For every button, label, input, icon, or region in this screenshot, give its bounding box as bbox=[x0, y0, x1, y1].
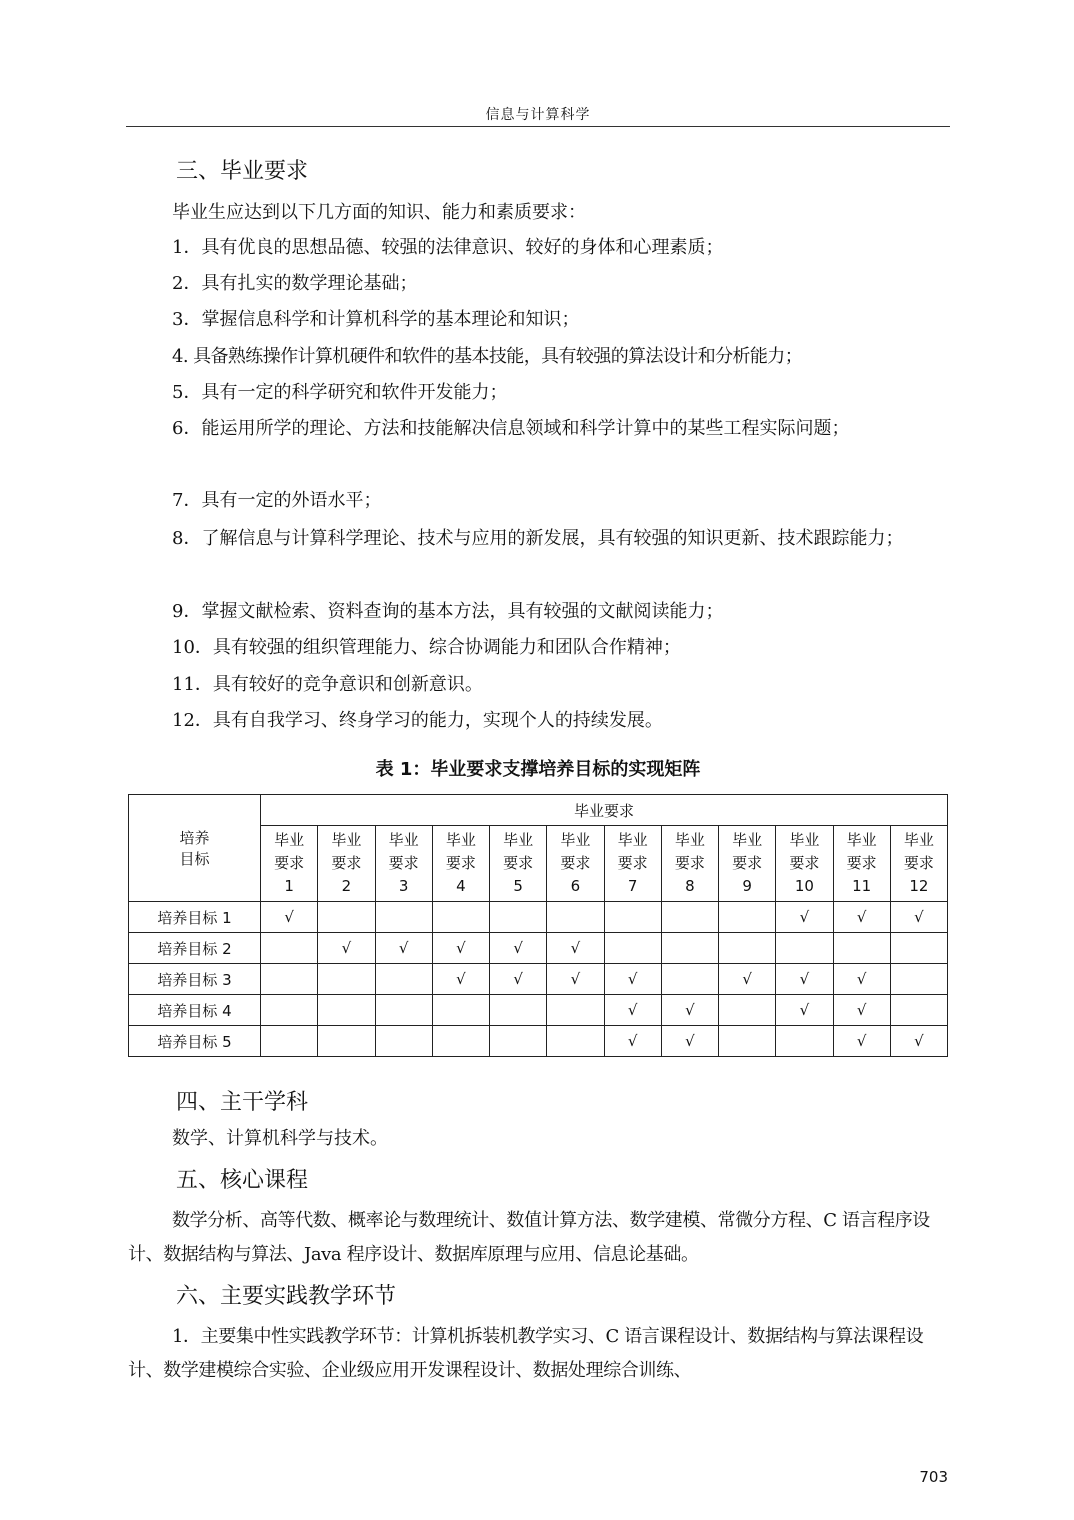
table-row bbox=[129, 995, 948, 1026]
empty-cell bbox=[432, 1026, 489, 1057]
requirement-11: 11．具有较好的竞争意识和创新意识。 bbox=[172, 674, 483, 695]
requirement-header-10 bbox=[776, 826, 833, 902]
empty-cell bbox=[547, 902, 604, 933]
empty-cell bbox=[490, 995, 547, 1026]
empty-cell bbox=[661, 902, 718, 933]
requirement-header-4 bbox=[432, 826, 489, 902]
check-mark-cell: √ bbox=[490, 933, 547, 964]
requirement-number: 9 bbox=[742, 877, 752, 895]
requirement-number: 6 bbox=[570, 877, 581, 895]
section-4-heading: 四、主干学科 bbox=[176, 1090, 309, 1115]
empty-cell bbox=[661, 964, 718, 995]
empty-cell bbox=[890, 964, 947, 995]
requirement-2: 2．具有扎实的数学理论基础； bbox=[172, 273, 418, 294]
empty-cell bbox=[375, 964, 432, 995]
sec4-text: 数学、计算机科学与技术。 bbox=[172, 1128, 388, 1149]
requirement-header-text: 毕业 bbox=[503, 831, 534, 849]
requirement-header-6 bbox=[547, 826, 604, 902]
check-mark-cell: √ bbox=[547, 964, 604, 995]
requirement-header-text: 要求 bbox=[503, 854, 534, 872]
requirement-header-5 bbox=[490, 826, 547, 902]
requirement-number: 11 bbox=[852, 877, 872, 895]
check-mark-cell: √ bbox=[833, 902, 890, 933]
requirement-header-12 bbox=[890, 826, 947, 902]
check-mark-cell: √ bbox=[661, 995, 718, 1026]
row-label: 培养目标 3 bbox=[129, 964, 261, 995]
requirement-header-text: 要求 bbox=[560, 854, 591, 872]
requirement-header-text: 毕业 bbox=[274, 831, 305, 849]
check-mark-cell: √ bbox=[547, 933, 604, 964]
table-row bbox=[129, 933, 948, 964]
table-caption: 表 1：毕业要求支撑培养目标的实现矩阵 bbox=[375, 759, 701, 780]
requirement-header-text: 要求 bbox=[274, 854, 305, 872]
empty-cell bbox=[776, 1026, 833, 1057]
empty-cell bbox=[490, 1026, 547, 1057]
empty-cell bbox=[318, 964, 375, 995]
check-mark-cell: √ bbox=[833, 995, 890, 1026]
requirement-header-text: 要求 bbox=[617, 854, 648, 872]
requirement-header-text: 毕业 bbox=[846, 831, 877, 849]
requirement-header-text: 要求 bbox=[732, 854, 763, 872]
check-mark-cell: √ bbox=[604, 995, 661, 1026]
empty-cell bbox=[490, 902, 547, 933]
requirement-header-3 bbox=[375, 826, 432, 902]
requirement-header-text: 要求 bbox=[903, 854, 934, 872]
check-mark-cell: √ bbox=[432, 964, 489, 995]
empty-cell bbox=[890, 933, 947, 964]
requirement-header-text: 毕业 bbox=[732, 831, 763, 849]
check-mark-cell: √ bbox=[432, 933, 489, 964]
check-mark-cell: √ bbox=[776, 995, 833, 1026]
requirement-number: 4 bbox=[456, 877, 466, 895]
empty-cell bbox=[719, 1026, 776, 1057]
requirement-header-text: 毕业 bbox=[560, 831, 591, 849]
requirement-header-text: 毕业 bbox=[903, 831, 934, 849]
empty-cell bbox=[776, 933, 833, 964]
empty-cell bbox=[719, 995, 776, 1026]
empty-cell bbox=[833, 933, 890, 964]
requirement-header-8 bbox=[661, 826, 718, 902]
table-row bbox=[129, 902, 948, 933]
row-label: 培养目标 4 bbox=[129, 995, 261, 1026]
requirement-5: 5．具有一定的科学研究和软件开发能力； bbox=[172, 382, 508, 403]
page-number: 703 bbox=[919, 1468, 948, 1486]
requirement-header-text: 毕业 bbox=[388, 831, 419, 849]
check-mark-cell: √ bbox=[833, 1026, 890, 1057]
requirement-number: 2 bbox=[341, 877, 352, 895]
requirement-header-text: 毕业 bbox=[789, 831, 820, 849]
section-5-heading: 五、核心课程 bbox=[176, 1168, 309, 1193]
check-mark-cell: √ bbox=[604, 1026, 661, 1057]
corner-line-1: 培养 bbox=[179, 829, 210, 847]
requirement-number: 10 bbox=[794, 877, 814, 895]
empty-cell bbox=[375, 1026, 432, 1057]
empty-cell bbox=[375, 902, 432, 933]
empty-cell bbox=[719, 902, 776, 933]
check-mark-cell: √ bbox=[776, 964, 833, 995]
empty-cell bbox=[318, 1026, 375, 1057]
requirement-header-text: 要求 bbox=[846, 854, 877, 872]
check-mark-cell: √ bbox=[375, 933, 432, 964]
check-mark-cell: √ bbox=[890, 1026, 947, 1057]
requirement-header-2 bbox=[318, 826, 375, 902]
requirement-number: 3 bbox=[398, 877, 409, 895]
table-row bbox=[129, 964, 948, 995]
requirement-6: 6．能运用所学的理论、方法和技能解决信息领域和科学计算中的某些工程实际问题； bbox=[172, 418, 850, 439]
running-header: 信息与计算科学 bbox=[485, 107, 591, 123]
row-label: 培养目标 5 bbox=[129, 1026, 261, 1057]
requirement-header-text: 毕业 bbox=[674, 831, 705, 849]
check-mark-cell: √ bbox=[890, 902, 947, 933]
requirement-8: 8．了解信息与计算科学理论、技术与应用的新发展，具有较强的知识更新、技术跟踪能力； bbox=[172, 528, 904, 549]
empty-cell bbox=[890, 995, 947, 1026]
empty-cell bbox=[375, 995, 432, 1026]
sec3-intro: 毕业生应达到以下几方面的知识、能力和素质要求： bbox=[172, 202, 586, 223]
empty-cell bbox=[261, 964, 318, 995]
corner-cell bbox=[129, 795, 261, 902]
row-label: 培养目标 2 bbox=[129, 933, 261, 964]
requirement-10: 10．具有较强的组织管理能力、综合协调能力和团队合作精神； bbox=[172, 637, 681, 658]
check-mark-cell: √ bbox=[261, 902, 318, 933]
check-mark-cell: √ bbox=[604, 964, 661, 995]
requirement-matrix-table bbox=[128, 794, 948, 1057]
empty-cell bbox=[604, 933, 661, 964]
empty-cell bbox=[604, 902, 661, 933]
empty-cell bbox=[432, 995, 489, 1026]
requirement-header-text: 要求 bbox=[674, 854, 705, 872]
sec5-text: 数学分析、高等代数、概率论与数理统计、数值计算方法、数学建模、常微分方程、C 语言程序设计、数据结构与算法、Java 程序设计、数据库原理与应用、信息论基础。 bbox=[128, 1210, 930, 1265]
section-3-heading: 三、毕业要求 bbox=[176, 159, 309, 184]
requirement-4: 4. 具备熟练操作计算机硬件和软件的基本技能，具有较强的算法设计和分析能力； bbox=[172, 346, 803, 367]
requirement-3: 3．掌握信息科学和计算机科学的基本理论和知识； bbox=[172, 309, 580, 330]
requirement-9: 9．掌握文献检索、资料查询的基本方法，具有较强的文献阅读能力； bbox=[172, 601, 724, 622]
requirement-header-text: 要求 bbox=[331, 854, 362, 872]
group-header: 毕业要求 bbox=[261, 795, 948, 826]
empty-cell bbox=[261, 933, 318, 964]
requirement-header-7 bbox=[604, 826, 661, 902]
header-rule bbox=[126, 126, 950, 127]
requirement-header-1 bbox=[261, 826, 318, 902]
requirement-number: 1 bbox=[284, 877, 294, 895]
empty-cell bbox=[318, 902, 375, 933]
corner-line-2: 目标 bbox=[179, 850, 210, 868]
empty-cell bbox=[432, 902, 489, 933]
requirement-header-text: 要求 bbox=[789, 854, 820, 872]
empty-cell bbox=[261, 1026, 318, 1057]
requirement-number: 5 bbox=[513, 877, 523, 895]
requirement-number: 12 bbox=[909, 877, 929, 895]
empty-cell bbox=[547, 995, 604, 1026]
check-mark-cell: √ bbox=[318, 933, 375, 964]
empty-cell bbox=[719, 933, 776, 964]
requirement-7: 7．具有一定的外语水平； bbox=[172, 490, 382, 511]
requirement-header-11 bbox=[833, 826, 890, 902]
empty-cell bbox=[318, 995, 375, 1026]
check-mark-cell: √ bbox=[490, 964, 547, 995]
requirement-header-text: 要求 bbox=[445, 854, 476, 872]
requirement-1: 1．具有优良的思想品德、较强的法律意识、较好的身体和心理素质； bbox=[172, 237, 724, 258]
sec6-text: 1．主要集中性实践教学环节：计算机拆装机教学实习、C 语言课程设计、数据结构与算法课程设计、数学建模综合实验、企业级应用开发课程设计、数据处理综合训练、 bbox=[128, 1326, 924, 1381]
requirement-number: 7 bbox=[627, 877, 638, 895]
check-mark-cell: √ bbox=[661, 1026, 718, 1057]
check-mark-cell: √ bbox=[776, 902, 833, 933]
requirement-header-9 bbox=[719, 826, 776, 902]
table-row bbox=[129, 1026, 948, 1057]
row-label: 培养目标 1 bbox=[129, 902, 261, 933]
requirement-header-text: 毕业 bbox=[617, 831, 648, 849]
requirement-header-text: 毕业 bbox=[445, 831, 476, 849]
requirement-12: 12．具有自我学习、终身学习的能力，实现个人的持续发展。 bbox=[172, 710, 663, 731]
check-mark-cell: √ bbox=[833, 964, 890, 995]
section-6-heading: 六、主要实践教学环节 bbox=[176, 1284, 397, 1309]
empty-cell bbox=[261, 995, 318, 1026]
requirement-header-text: 毕业 bbox=[331, 831, 362, 849]
check-mark-cell: √ bbox=[719, 964, 776, 995]
empty-cell bbox=[547, 1026, 604, 1057]
requirement-header-text: 要求 bbox=[388, 854, 419, 872]
requirement-number: 8 bbox=[685, 877, 695, 895]
empty-cell bbox=[661, 933, 718, 964]
